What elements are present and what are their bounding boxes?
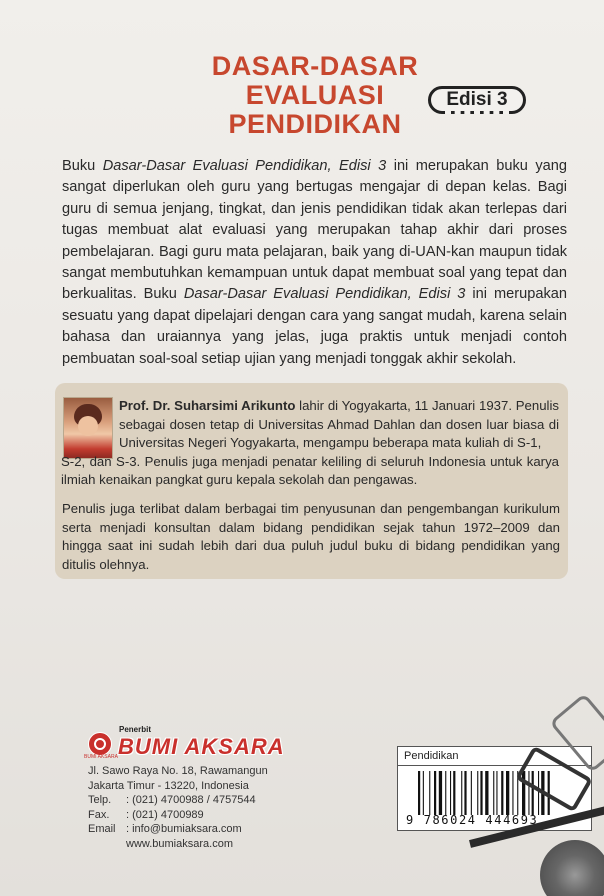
telp-value: : (021) 4700988 / 4757544 <box>126 794 256 806</box>
desk-object-icon <box>540 840 604 896</box>
email-label: Email <box>88 823 116 835</box>
publisher-logo-subtext: BUMI AKSARA <box>84 754 118 760</box>
author-photo <box>63 397 113 459</box>
fax-row <box>88 808 268 823</box>
edition-badge: Edisi 3 <box>428 86 526 114</box>
desc-title-italic: Dasar-Dasar Evaluasi Pendidikan, Edisi 3 <box>102 158 387 174</box>
description-paragraph <box>62 156 567 370</box>
desc-title-italic-2: Dasar-Dasar Evaluasi Pendidikan, Edisi 3 <box>183 286 466 303</box>
email-value: : info@bumiaksara.com <box>126 823 242 835</box>
isbn-number: 9 786024 444693 <box>406 813 539 827</box>
publisher-logo-icon <box>88 732 112 756</box>
publisher-label: Penerbit <box>119 725 152 734</box>
publisher-name: BUMI AKSARA <box>118 734 285 759</box>
email-row <box>88 822 268 837</box>
desc-prefix: Buku <box>62 158 103 174</box>
web-row <box>88 837 268 852</box>
telp-label: Telp. <box>88 794 112 806</box>
book-description <box>62 156 567 370</box>
publisher-address <box>88 764 268 851</box>
desc-text: ini merupakan buku yang sangat diperlukan oleh guru yang bertugas mengajar di depan kelas. Bagi guru di semua jenjang, tingkat, dan jenis pendidikan tidak akan terlepas dari tugas membuat alat evaluasi yang merupakan tahap akhir dari proses pembelajaran. Bagi guru mata pelajaran, baik yang di-UAN-kan maupun tidak sangat membutuhkan kemampuan untuk dapat membuat soal yang tepat dan berkualitas. Buku <box>62 158 567 303</box>
author-bio-1 <box>61 397 559 490</box>
address-line-2: Jakarta Timur - 13220, Indonesia <box>88 779 249 792</box>
author-box <box>55 383 568 579</box>
author-bio-2 <box>62 500 560 574</box>
author-name: Prof. Dr. Suharsimi Arikunto <box>119 398 296 413</box>
author-bio-para-1a <box>119 397 559 453</box>
barcode-category: Pendidikan <box>404 750 459 762</box>
desc-text-2: ini merupakan sesuatu yang dapat dipelajari dengan cara yang sangat mudah, karena selain bahasa dan uraiannya yang jelas, juga praktis untuk menjadi contoh pembuatan soal-soal setiap ujian yang menjadi tonggak akhir sekolah. <box>62 286 567 367</box>
author-bio-para-2: Penulis juga terlibat dalam berbagai tim penyusunan dan pengembangan kurikulum serta menjadi konsultan dalam bidang pendidikan sejak tahun 1972–2009 dan hingga saat ini sudah lebih dari dua puluh judul buku di bidang pendidikan yang ditulis olehnya. <box>62 501 560 572</box>
author-bio-para-1b: S-2, dan S-3. Penulis juga menjadi penatar keliling di seluruh Indonesia untuk karya ilmiah kenaikan pangkat guru kepala sekolah dan pengawas. <box>61 453 559 487</box>
fax-label: Fax. <box>88 808 110 821</box>
address-line-1: Jl. Sawo Raya No. 18, Rawamangun <box>88 765 268 777</box>
fax-value: : (021) 4700989 <box>126 808 204 821</box>
title-line-3: PENDIDIKAN <box>228 109 402 139</box>
web-value: www.bumiaksara.com <box>126 837 233 850</box>
author-bio-text-a: lahir di Yogyakarta, 11 Januari 1937. Penulis sebagai dosen tetap di Universitas Ahmad Dahlan dan dosen luar biasa di Universitas Negeri Yogyakarta, mengampu beberapa mata kuliah di S-1, <box>119 398 559 450</box>
title-line-2: EVALUASI <box>245 80 385 110</box>
title-line-1: DASAR-DASAR <box>211 51 419 81</box>
telp-row <box>88 793 268 808</box>
